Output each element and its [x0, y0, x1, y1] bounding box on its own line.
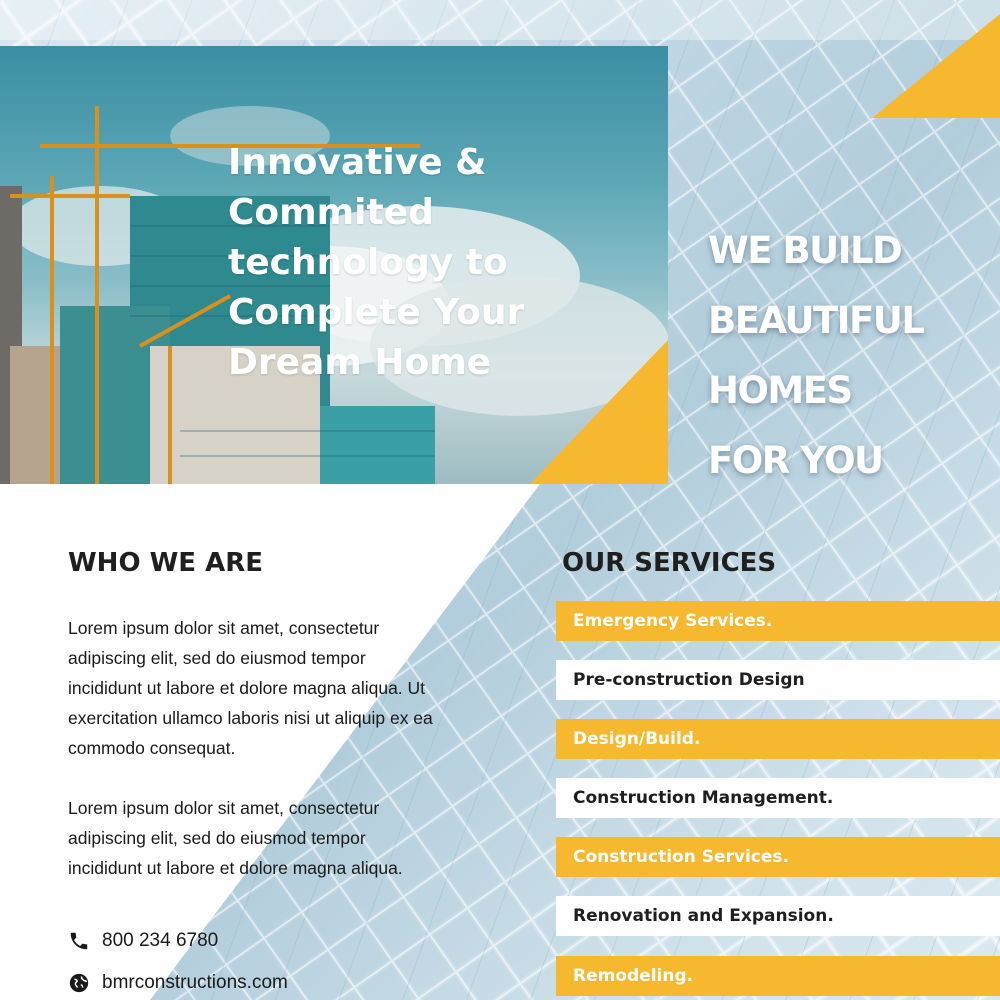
hero-title-line: technology to [228, 242, 508, 283]
service-item [556, 601, 1000, 641]
headline-line: FOR YOU [708, 439, 883, 482]
hero-title-line: Dream Home [228, 342, 492, 383]
paragraph-line: exercitation ullamco laboris nisi ut aliquip ex ea [68, 708, 433, 728]
contact-website[interactable] [68, 972, 288, 994]
main-headline [708, 216, 998, 496]
who-we-are-title: WHO WE ARE [68, 548, 263, 578]
headline-line: BEAUTIFUL [708, 299, 924, 342]
service-label: Design/Build. [573, 729, 701, 749]
service-label: Remodeling. [573, 966, 694, 986]
our-services-title: OUR SERVICES [562, 548, 777, 578]
globe-icon [68, 972, 90, 994]
hero-title-line: Innovative & [228, 142, 487, 183]
hero-title-line: Commited [228, 192, 434, 233]
headline-line: HOMES [708, 369, 852, 412]
service-label: Emergency Services. [573, 611, 773, 631]
service-label: Construction Management. [573, 788, 834, 808]
paragraph-line: adipiscing elit, sed do eiusmod tempor [68, 648, 366, 668]
website-url: bmrconstructions.com [102, 972, 288, 993]
paragraph-line: adipiscing elit, sed do eiusmod tempor [68, 828, 366, 848]
service-item [556, 837, 1000, 877]
paragraph-line: Lorem ipsum dolor sit amet, consectetur [68, 798, 380, 818]
service-item [556, 778, 1000, 818]
who-we-are-paragraph [68, 613, 488, 763]
service-label: Pre-construction Design [573, 670, 805, 690]
who-we-are-paragraph [68, 793, 488, 883]
service-item [556, 956, 1000, 996]
paragraph-line: incididunt ut labore et dolore magna aliqua. [68, 858, 403, 878]
phone-number: 800 234 6780 [102, 930, 219, 951]
service-label: Renovation and Expansion. [573, 906, 834, 926]
contact-phone[interactable] [68, 930, 218, 952]
paragraph-line: commodo consequat. [68, 738, 236, 758]
headline-line: WE BUILD [708, 229, 902, 272]
paragraph-line: Lorem ipsum dolor sit amet, consectetur [68, 618, 380, 638]
service-item [556, 896, 1000, 936]
service-item [556, 660, 1000, 700]
hero-title-line: Complete Your [228, 292, 525, 333]
phone-icon [68, 930, 90, 952]
service-item [556, 719, 1000, 759]
paragraph-line: incididunt ut labore et dolore magna aliqua. Ut [68, 678, 426, 698]
service-label: Construction Services. [573, 847, 789, 867]
